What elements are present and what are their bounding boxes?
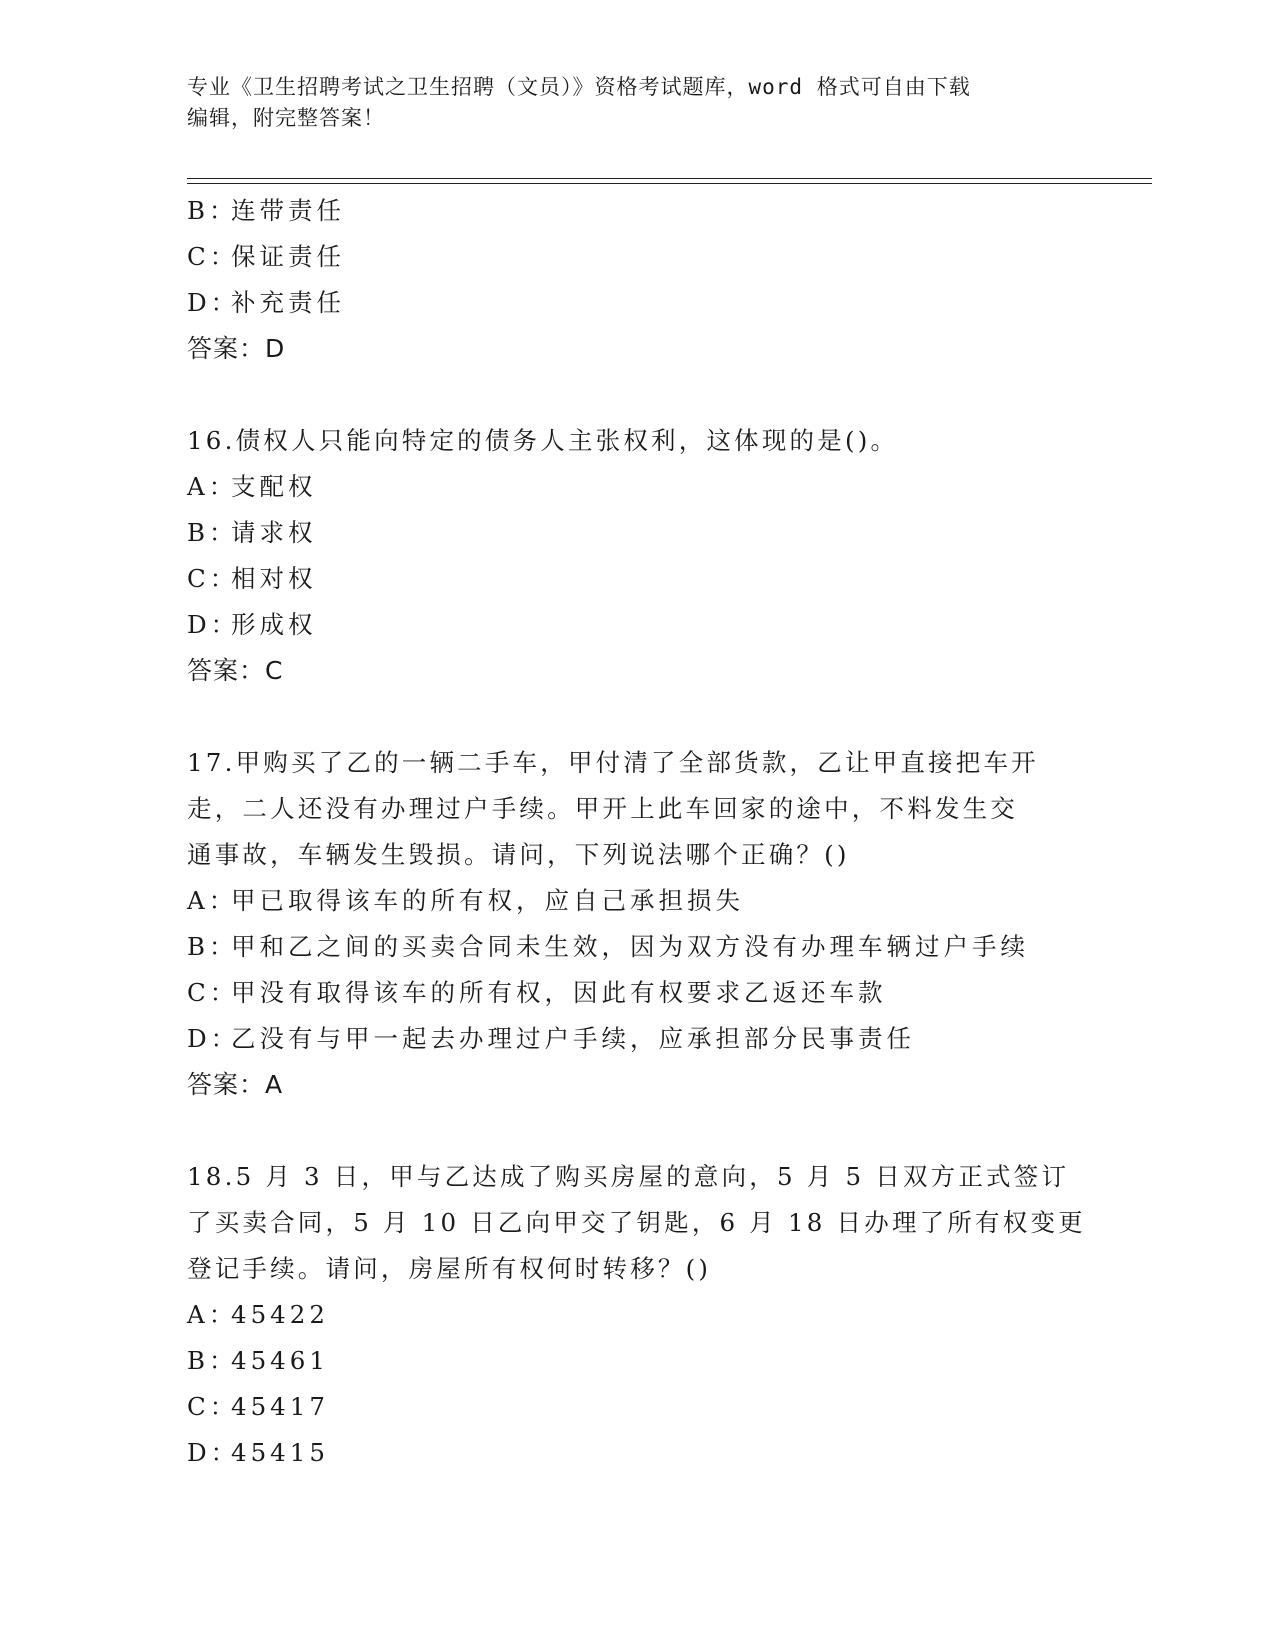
- option-d: [187, 1016, 1187, 1062]
- option-label: A：: [187, 472, 238, 501]
- option-label: C：: [187, 564, 239, 593]
- option-label: B：: [187, 932, 238, 961]
- answer-line: 答案：D: [187, 334, 286, 363]
- option-d: [187, 602, 1187, 648]
- option-label: C：: [187, 1392, 239, 1421]
- spacer: [187, 694, 1187, 740]
- option-b: [187, 924, 1187, 970]
- header-line-2: 编辑，附完整答案！: [187, 106, 385, 130]
- option-c: [187, 234, 1187, 280]
- option-label: C：: [187, 978, 239, 1007]
- option-label: D：: [187, 288, 240, 317]
- spacer: [187, 372, 1187, 418]
- option-text: 45461: [231, 1346, 329, 1375]
- option-c: [187, 1384, 1187, 1430]
- question-stem-line: 17.甲购买了乙的一辆二手车，甲付清了全部货款，乙让甲直接把车开: [187, 748, 1039, 777]
- option-text: 相对权: [231, 564, 317, 593]
- option-text: 乙没有与甲一起去办理过户手续，应承担部分民事责任: [231, 1024, 915, 1053]
- option-a: [187, 464, 1187, 510]
- question-list: [187, 188, 1187, 1476]
- option-text: 甲没有取得该车的所有权，因此有权要求乙返还车款: [231, 978, 887, 1007]
- option-text: 45422: [231, 1300, 329, 1329]
- option-b: [187, 1338, 1187, 1384]
- question-16: [187, 418, 1187, 694]
- question-stem: 16.债权人只能向特定的债务人主张权利，这体现的是()。: [187, 426, 899, 455]
- question-stem-line: 通事故，车辆发生毁损。请问，下列说法哪个正确？(): [187, 840, 850, 869]
- option-label: C：: [187, 242, 239, 271]
- option-a: [187, 878, 1187, 924]
- option-label: D：: [187, 1438, 240, 1467]
- header-line-1: 专业《卫生招聘考试之卫生招聘（文员）》资格考试题库，word 格式可自由下载: [187, 75, 971, 99]
- header-divider-bottom: [187, 183, 1152, 184]
- question-stem-line: 登记手续。请问，房屋所有权何时转移？(): [187, 1254, 712, 1283]
- option-text: 形成权: [231, 610, 317, 639]
- answer-line: 答案：C: [187, 656, 284, 685]
- spacer: [187, 1108, 1187, 1154]
- question-stem-line: 了买卖合同，5 月 10 日乙向甲交了钥匙，6 月 18 日办理了所有权变更: [187, 1208, 1086, 1237]
- option-label: D：: [187, 610, 240, 639]
- option-c: [187, 556, 1187, 602]
- option-text: 请求权: [231, 518, 317, 547]
- option-text: 甲已取得该车的所有权，应自己承担损失: [231, 886, 744, 915]
- question-stem-line: 18.5 月 3 日，甲与乙达成了购买房屋的意向，5 月 5 日双方正式签订: [187, 1162, 1070, 1191]
- option-label: B：: [187, 1346, 238, 1375]
- option-d: [187, 1430, 1187, 1476]
- option-a: [187, 1292, 1187, 1338]
- option-label: B：: [187, 196, 238, 225]
- option-d: [187, 280, 1187, 326]
- answer-line: 答案：A: [187, 1070, 284, 1099]
- option-label: A：: [187, 886, 238, 915]
- header-divider-top: [187, 178, 1152, 179]
- question-17: [187, 740, 1187, 1108]
- option-text: 补充责任: [231, 288, 345, 317]
- option-label: B：: [187, 518, 238, 547]
- option-text: 连带责任: [231, 196, 345, 225]
- option-text: 甲和乙之间的买卖合同未生效，因为双方没有办理车辆过户手续: [231, 932, 1029, 961]
- option-label: D：: [187, 1024, 240, 1053]
- question-15-tail: [187, 188, 1187, 372]
- option-text: 支配权: [231, 472, 317, 501]
- option-b: [187, 510, 1187, 556]
- option-b: [187, 188, 1187, 234]
- document-header: [187, 72, 1067, 134]
- question-stem-line: 走，二人还没有办理过户手续。甲开上此车回家的途中，不料发生交: [187, 794, 1018, 823]
- option-text: 45417: [231, 1392, 329, 1421]
- option-text: 保证责任: [231, 242, 345, 271]
- question-18: [187, 1154, 1187, 1476]
- option-text: 45415: [231, 1438, 329, 1467]
- option-c: [187, 970, 1187, 1016]
- option-label: A：: [187, 1300, 238, 1329]
